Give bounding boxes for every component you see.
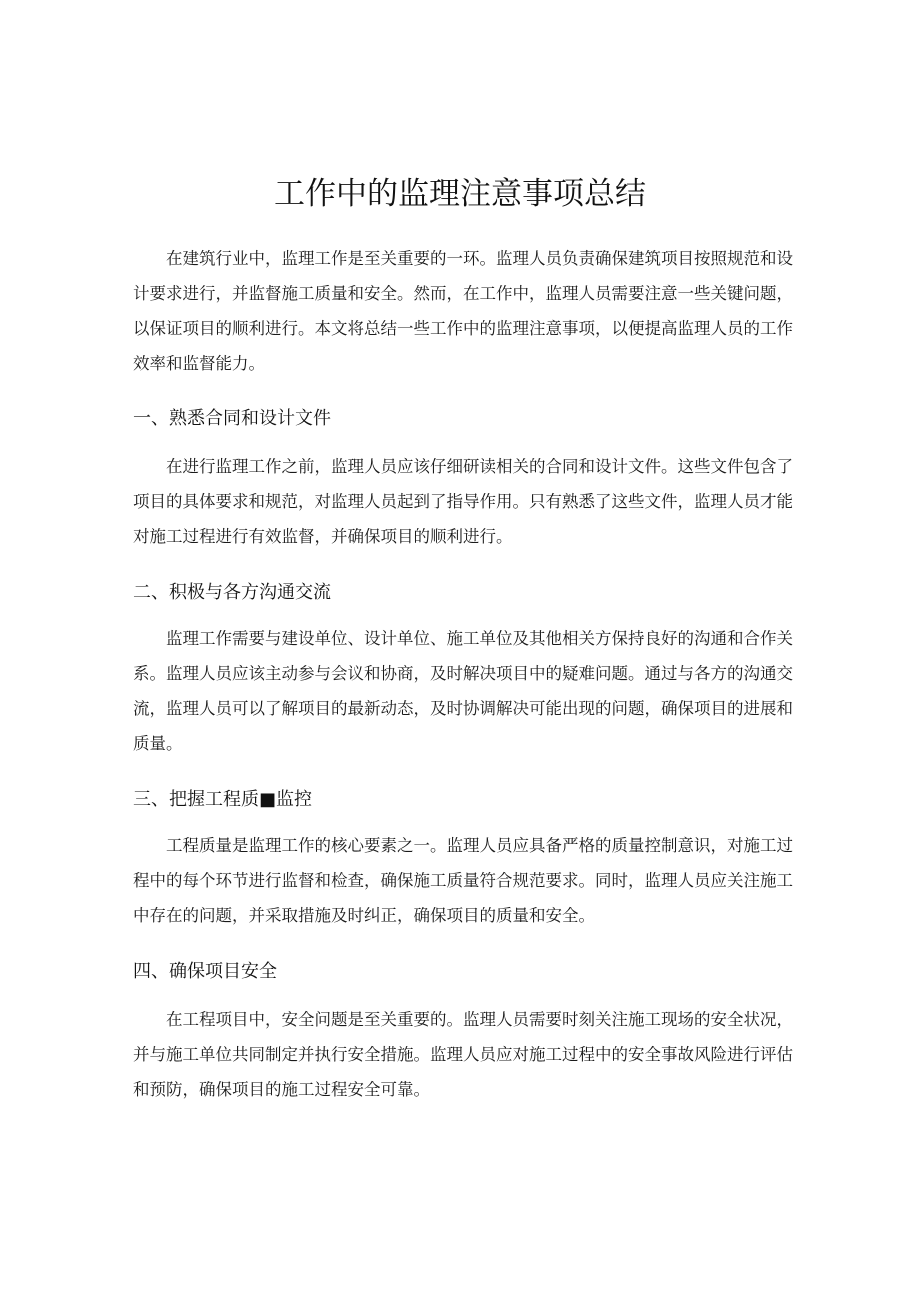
section-heading-2: 二、积极与各方沟通交流 bbox=[133, 582, 331, 603]
section-heading-4: 四、确保项目安全 bbox=[133, 961, 277, 982]
section-heading-1: 一、熟悉合同和设计文件 bbox=[133, 408, 331, 429]
section-body-2: 监理工作需要与建设单位、设计单位、施工单位及其他相关方保持良好的沟通和合作关系。监理人员应该主动参与会议和协商，及时解决项目中的疑难问题。通过与各方的沟通交流，监理人员可以了解项目的最新动态，及时协调解决可能出现的问题，确保项目的进展和质量。 bbox=[133, 629, 793, 753]
page-title: 工作中的监理注意事项总结 bbox=[274, 176, 646, 212]
section-body-3: 工程质量是监理工作的核心要素之一。监理人员应具备严格的质量控制意识，对施工过程中的每个环节进行监督和检查，确保施工质量符合规范要求。同时，监理人员应关注施工中存在的问题，并采取措施及时纠正，确保项目的质量和安全。 bbox=[133, 836, 793, 925]
section-body-1: 在进行监理工作之前，监理人员应该仔细研读相关的合同和设计文件。这些文件包含了项目的具体要求和规范，对监理人员起到了指导作用。只有熟悉了这些文件，监理人员才能对施工过程进行有效监督，并确保项目的顺利进行。 bbox=[133, 457, 793, 546]
section-body-4: 在工程项目中，安全问题是至关重要的。监理人员需要时刻关注施工现场的安全状况，并与施工单位共同制定并执行安全措施。监理人员应对施工过程中的安全事故风险进行评估和预防，确保项目的施工过程安全可靠。 bbox=[133, 1010, 793, 1099]
section-heading-3: 三、把握工程质■监控 bbox=[133, 789, 313, 810]
intro-paragraph: 在建筑行业中，监理工作是至关重要的一环。监理人员负责确保建筑项目按照规范和设计要求进行，并监督施工质量和安全。然而，在工作中，监理人员需要注意一些关键问题，以保证项目的顺利进行。本文将总结一些工作中的监理注意事项，以便提高监理人员的工作效率和监督能力。 bbox=[133, 249, 793, 373]
